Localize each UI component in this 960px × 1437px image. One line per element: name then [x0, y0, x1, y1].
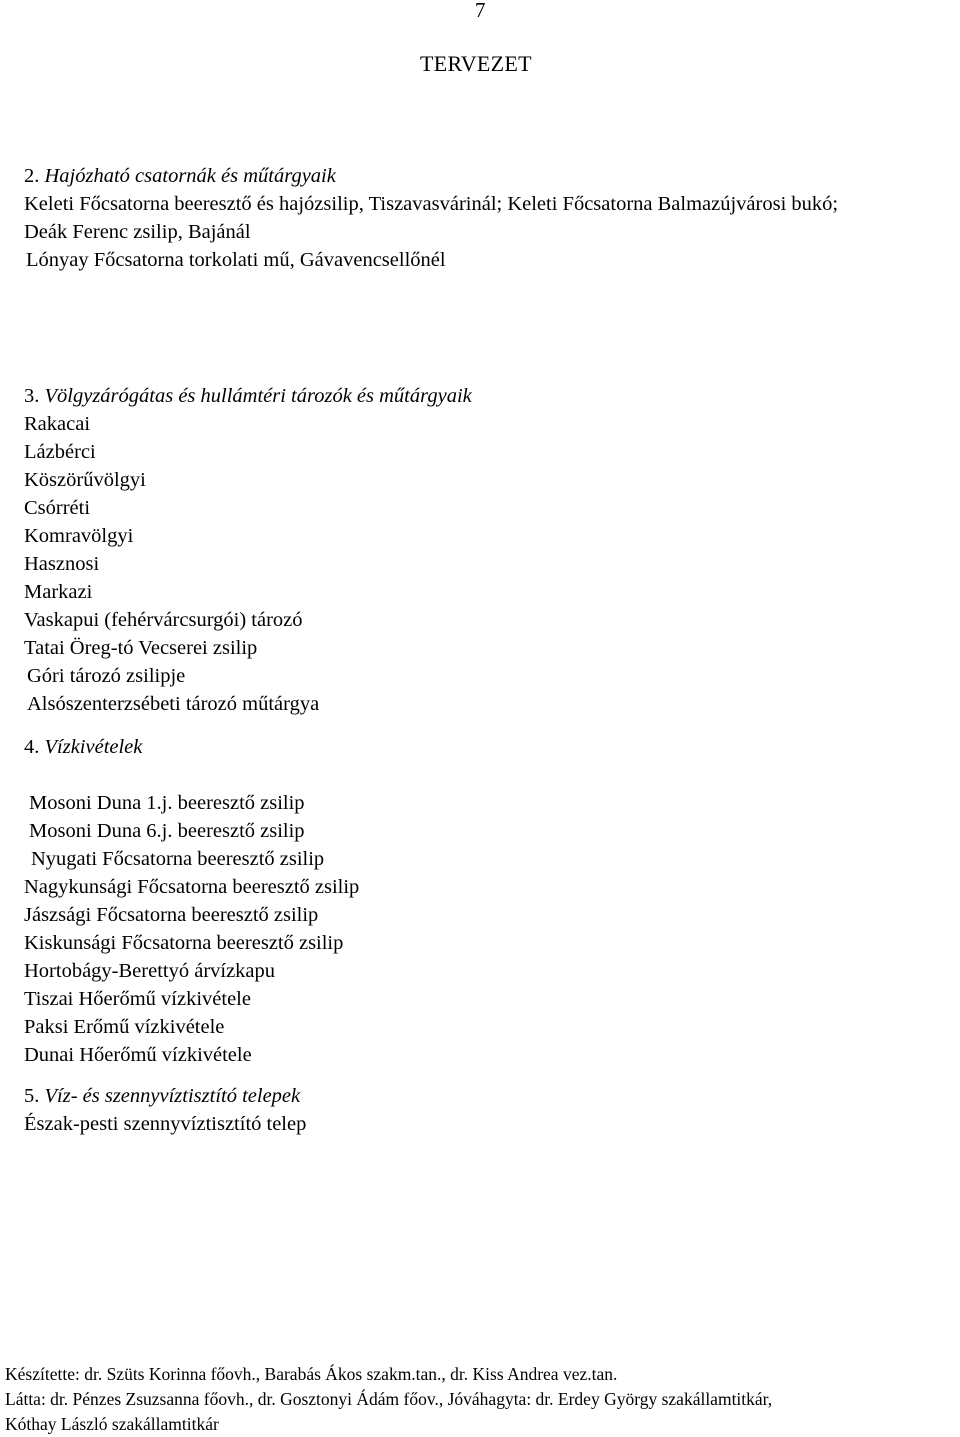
section-4-item: Mosoni Duna 6.j. beeresztő zsilip	[29, 820, 305, 842]
page-number: 7	[475, 0, 486, 22]
section-4-item: Mosoni Duna 1.j. beeresztő zsilip	[29, 792, 305, 814]
section-5-item: Észak-pesti szennyvíztisztító telep	[24, 1113, 307, 1135]
draft-label: TERVEZET	[420, 51, 532, 76]
section-4-list	[24, 789, 359, 1069]
section-4	[24, 733, 142, 761]
section-3-item: Komravölgyi	[24, 525, 134, 547]
section-4-item: Kiskunsági Főcsatorna beeresztő zsilip	[24, 932, 344, 954]
footer-reviewed-by: Látta: dr. Pénzes Zsuzsanna főovh., dr. Gosztonyi Ádám főov., Jóváhagyta: dr. Erdey György szakállamtitkár,	[5, 1389, 773, 1409]
section-3-item: Alsószenterzsébeti tározó műtárgya	[27, 693, 320, 715]
footer	[5, 1362, 772, 1437]
section-4-item: Nagykunsági Főcsatorna beeresztő zsilip	[24, 876, 360, 898]
section-4-item: Dunai Hőerőmű vízkivétele	[24, 1044, 252, 1066]
section-5-title: Víz- és szennyvíztisztító telepek	[44, 1085, 301, 1107]
section-3-item: Csórréti	[24, 497, 91, 519]
section-3-number: 3.	[24, 385, 45, 407]
section-3-item: Köszörűvölgyi	[24, 469, 146, 491]
section-4-item: Tiszai Hőerőmű vízkivétele	[24, 988, 251, 1010]
section-3-item: Vaskapui (fehérvárcsurgói) tározó	[24, 609, 303, 631]
section-4-number: 4.	[24, 736, 45, 758]
section-5-number: 5.	[24, 1085, 45, 1107]
section-3-title: Völgyzárógátas és hullámtéri tározók és műtárgyaik	[44, 385, 472, 407]
section-2-heading	[24, 162, 960, 190]
section-3	[24, 382, 472, 718]
section-4-heading	[24, 733, 142, 761]
section-3-heading	[24, 382, 472, 410]
section-3-item: Góri tározó zsilipje	[27, 665, 186, 687]
section-2-title: Hajózható csatornák és műtárgyaik	[44, 165, 336, 187]
section-2-item: Deák Ferenc zsilip, Bajánál	[24, 221, 251, 243]
section-2	[24, 162, 960, 274]
section-4-item: Nyugati Főcsatorna beeresztő zsilip	[31, 848, 325, 870]
section-4-item: Hortobágy-Berettyó árvízkapu	[24, 960, 276, 982]
section-2-item: Lónyay Főcsatorna torkolati mű, Gávavencsellőnél	[26, 249, 446, 271]
section-5	[24, 1082, 306, 1138]
section-4-item: Jászsági Főcsatorna beeresztő zsilip	[24, 904, 319, 926]
section-2-number: 2.	[24, 165, 45, 187]
section-2-item: Keleti Főcsatorna beeresztő és hajózsilip, Tiszavasvárinál; Keleti Főcsatorna Balmazújvárosi bukó;	[24, 193, 839, 215]
footer-approved-by: Kóthay László szakállamtitkár	[5, 1414, 219, 1434]
section-3-item: Rakacai	[24, 413, 91, 435]
section-3-item: Hasznosi	[24, 553, 100, 575]
section-3-item: Markazi	[24, 581, 93, 603]
section-3-item: Lázbérci	[24, 441, 96, 463]
section-5-heading	[24, 1082, 306, 1110]
section-3-item: Tatai Öreg-tó Vecserei zsilip	[24, 637, 258, 659]
section-4-item: Paksi Erőmű vízkivétele	[24, 1016, 225, 1038]
footer-prepared-by: Készítette: dr. Szüts Korinna főovh., Barabás Ákos szakm.tan., dr. Kiss Andrea vez.tan.	[5, 1364, 618, 1384]
section-4-title: Vízkivételek	[44, 736, 143, 758]
